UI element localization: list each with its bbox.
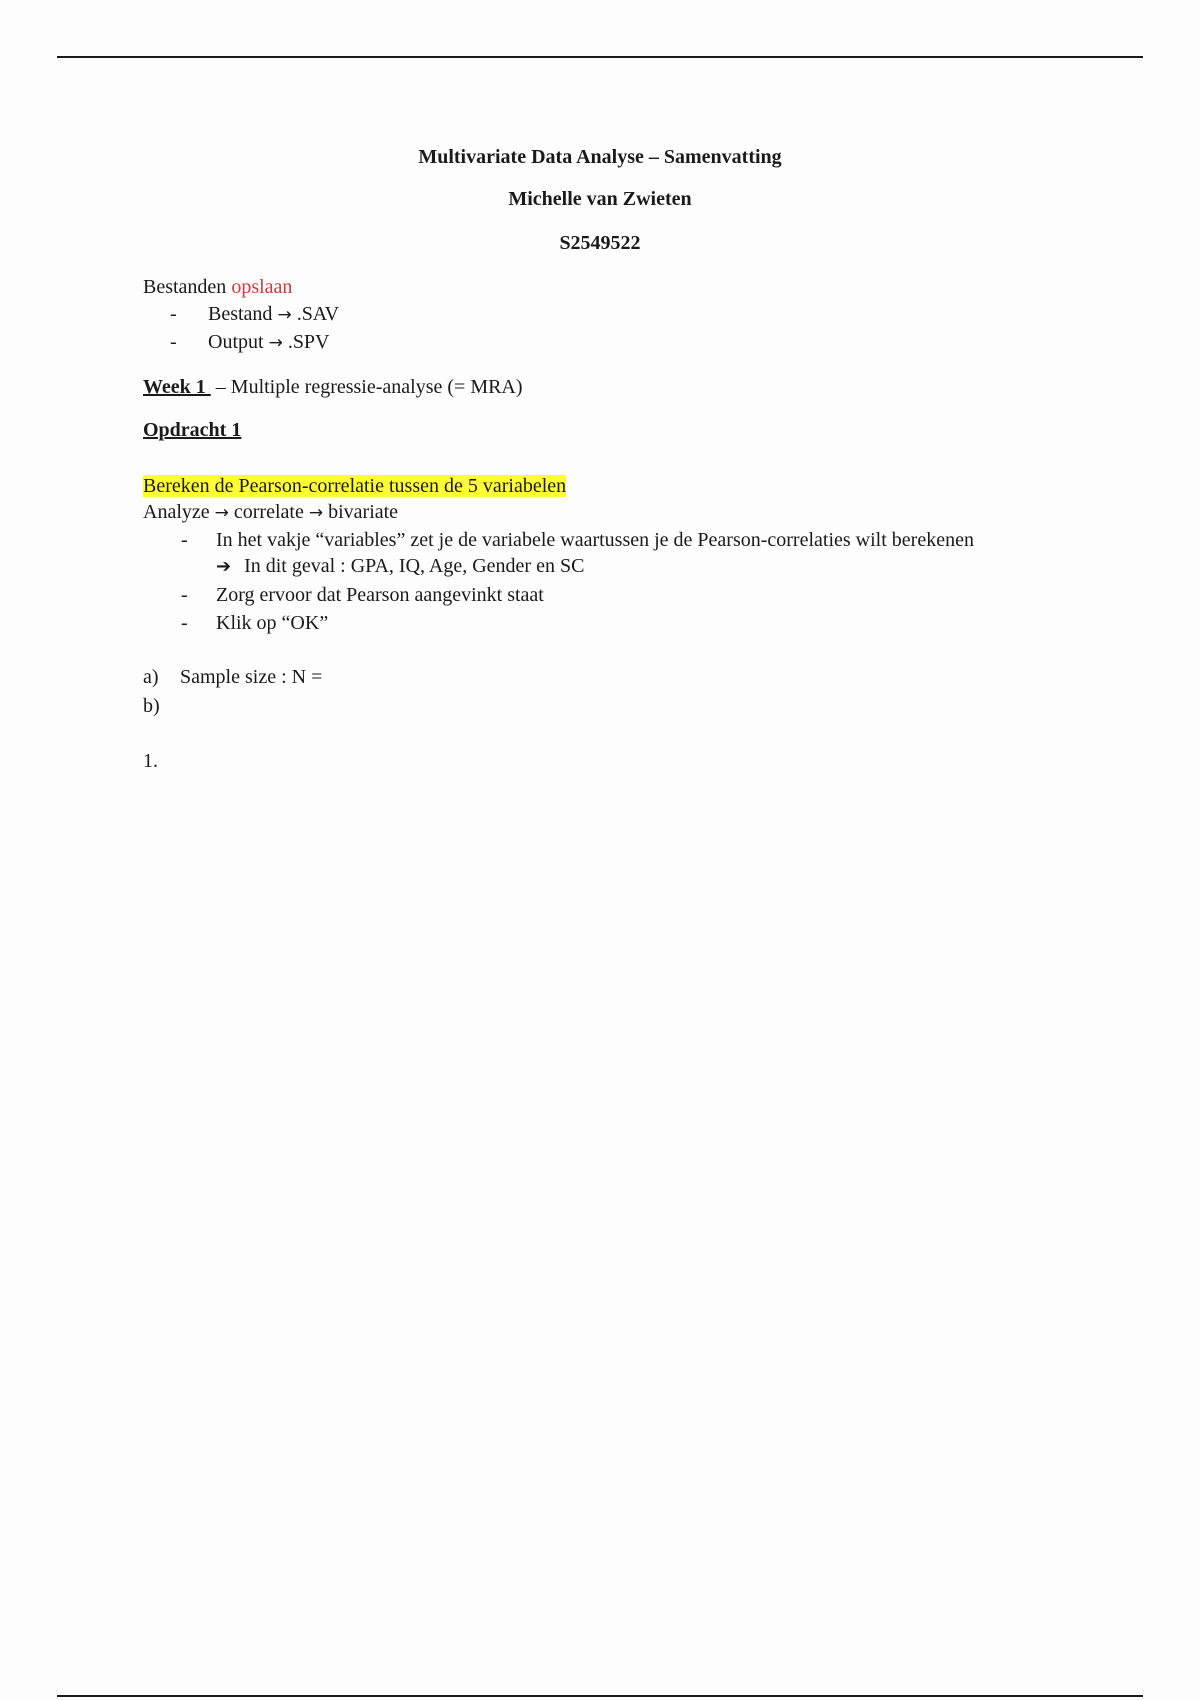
save-intro-text: Bestanden (143, 276, 227, 298)
save-intro (143, 275, 292, 299)
answer-b-label: b) (143, 695, 160, 717)
student-id: S2549522 (559, 232, 641, 254)
list-bullet: - (181, 584, 188, 606)
sub-note-text: In dit geval : GPA, IQ, Age, Gender en SC (244, 555, 585, 577)
document-title: Multivariate Data Analyse – Samenvatting (418, 146, 782, 168)
step-text: In het vakje “variables” zet je de variabele waartussen je de Pearson-correlaties wilt berekenen (216, 529, 974, 551)
author-name: Michelle van Zwieten (508, 188, 692, 210)
answer-a-text: Sample size : N = (180, 666, 323, 688)
numbered-item: 1. (143, 750, 158, 772)
answer-a-label: a) (143, 666, 159, 688)
menu-path (143, 500, 398, 525)
save-item-value: .SPV (287, 331, 330, 353)
assignment-heading (143, 418, 241, 442)
save-item-output (170, 330, 177, 354)
arrow-right-icon: → (277, 305, 292, 325)
week-title: – Multiple regressie-analyse (= MRA) (210, 376, 523, 398)
save-item-output-text (208, 330, 330, 355)
week-heading (143, 375, 523, 399)
save-item-bestand (170, 302, 177, 326)
assignment-question (143, 474, 566, 498)
save-intro-highlight: opslaan (231, 276, 293, 298)
step-text: Klik op “OK” (216, 612, 329, 634)
arrow-right-icon: → (214, 503, 229, 523)
step-sub-note (216, 554, 584, 579)
list-bullet: - (181, 612, 188, 634)
question-highlight: Bereken de Pearson-correlatie tussen de 5 variabelen (143, 475, 567, 497)
save-item-bestand-text (208, 302, 339, 327)
save-item-value: .SAV (296, 303, 340, 325)
assignment-title: Opdracht 1 (143, 419, 242, 441)
step-text: Zorg ervoor dat Pearson aangevinkt staat (216, 584, 544, 606)
menu-path-step: bivariate (328, 501, 399, 523)
list-bullet: - (170, 303, 177, 325)
list-bullet: - (170, 331, 177, 353)
save-item-label: Output (208, 331, 264, 353)
arrow-right-icon: → (268, 333, 283, 353)
bold-arrow-right-icon: ➔ (216, 556, 232, 577)
week-label: Week 1 (143, 376, 211, 398)
arrow-right-icon: → (308, 503, 324, 523)
bottom-rule (57, 1695, 1143, 1697)
menu-path-step: Analyze (143, 501, 210, 523)
save-item-label: Bestand (208, 303, 273, 325)
menu-path-step: correlate (233, 501, 304, 523)
list-bullet: - (181, 529, 188, 551)
